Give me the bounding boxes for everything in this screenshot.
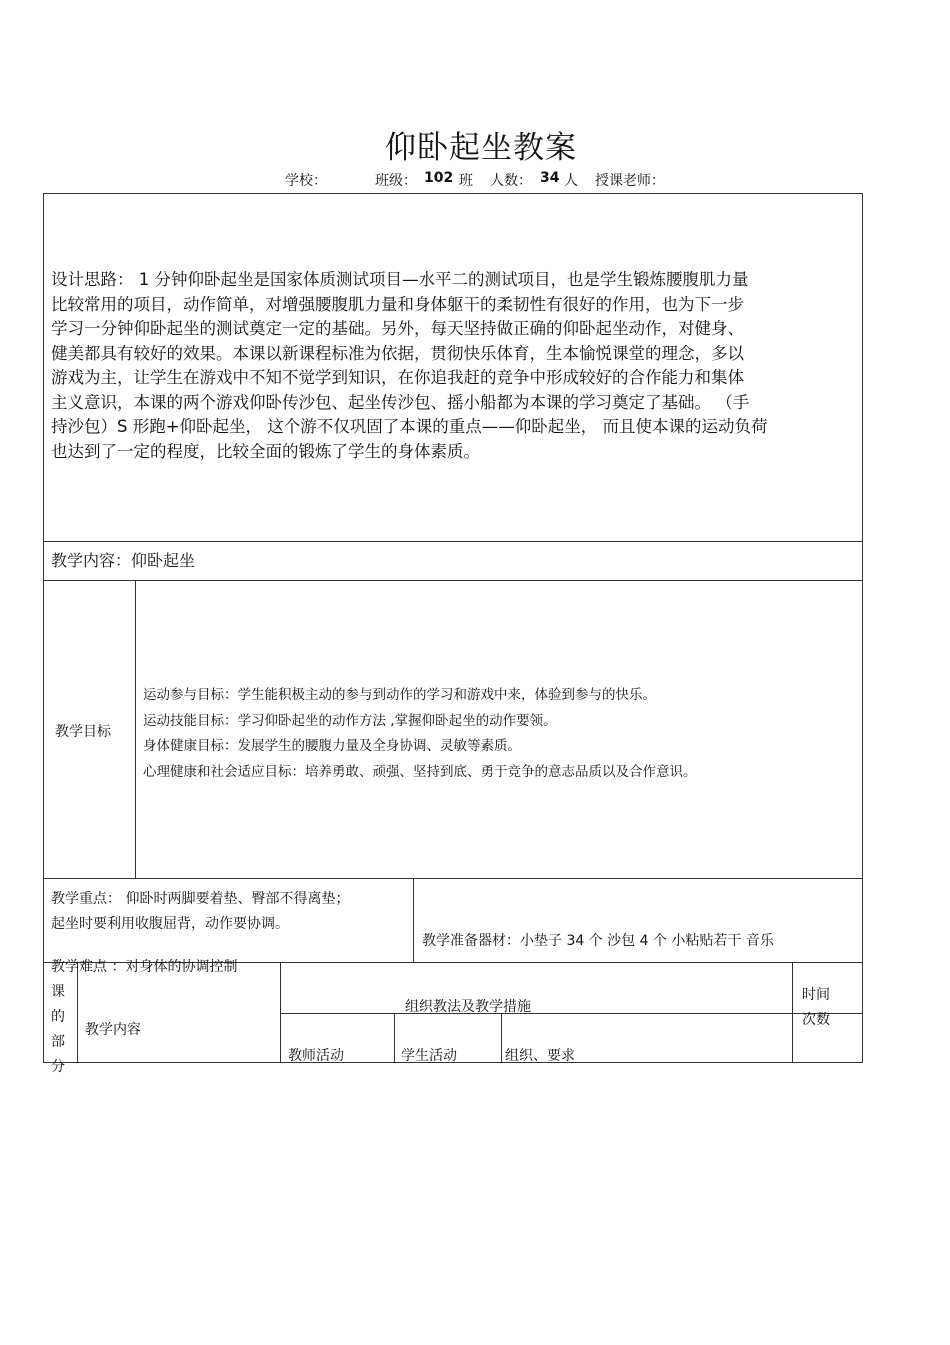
count-unit: 人 bbox=[564, 173, 578, 189]
goals-list bbox=[143, 683, 697, 785]
design-thinking bbox=[51, 268, 851, 464]
time-header: 时间 bbox=[802, 987, 830, 1003]
school-label: 学校： bbox=[285, 173, 327, 189]
count-value bbox=[540, 170, 559, 186]
goal-item: 心理健康和社会适应目标：培养勇敢、顽强、坚持到底、勇于竞争的意志品质以及合作意识。 bbox=[143, 763, 697, 780]
divider bbox=[413, 878, 414, 962]
teacher-label: 授课老师： bbox=[595, 173, 665, 189]
teacher-activity-header: 教师活动 bbox=[288, 1048, 344, 1064]
class-value bbox=[424, 170, 453, 186]
design-line: 游戏为主，让学生在游戏中不知不觉学到知识，在你追我赶的竞争中形成较好的合作能力和集体 bbox=[51, 368, 744, 387]
design-line: 主义意识，本课的两个游戏仰卧传沙包、起坐传沙包、摇小船都为本课的学习奠定了基础。 （手 bbox=[51, 392, 750, 412]
part-char: 分 bbox=[51, 1059, 65, 1075]
design-line: 健美都具有较好的效果。本课以新课程标准为依据，贯彻快乐体育，生本愉悦课堂的理念，多以 bbox=[51, 343, 744, 363]
key-points-line2: 起坐时要利用收腹屈背，动作要协调。 bbox=[51, 916, 289, 932]
class-label: 班级： bbox=[375, 173, 417, 189]
divider bbox=[135, 580, 136, 878]
goals-label: 教学目标 bbox=[55, 724, 111, 740]
methods-header: 组织教法及教学措施 bbox=[405, 999, 531, 1015]
design-line: 持沙包）S 形跑+仰卧起坐， 这个游不仅巩固了本课的重点——仰卧起坐， 而且使本课的运动负荷 bbox=[51, 417, 768, 436]
goal-item: 身体健康目标：发展学生的腰腹力量及全身协调、灵敏等素质。 bbox=[143, 738, 521, 754]
design-line: 设计思路： 1 分钟仰卧起坐是国家体质测试项目—水平二的测试项目，也是学生锻炼腰腹肌力量 bbox=[51, 270, 749, 289]
class-number: 102 bbox=[424, 170, 454, 186]
goal-item: 运动参与目标：学生能积极主动的参与到动作的学习和游戏中来，体验到参与的快乐。 bbox=[143, 687, 656, 703]
count-number: 34 bbox=[540, 170, 560, 186]
part-char: 课 bbox=[51, 984, 65, 1000]
page-title: 仰卧起坐教案 bbox=[385, 130, 577, 166]
content-header: 教学内容 bbox=[85, 1022, 141, 1038]
design-line: 比较常用的项目，动作简单，对增强腰腹肌力量和身体躯干的柔韧性有很好的作用，也为下一步 bbox=[51, 294, 744, 314]
student-activity-header: 学生活动 bbox=[401, 1048, 457, 1064]
divider bbox=[280, 962, 281, 1062]
part-header bbox=[51, 980, 71, 1080]
part-char: 部 bbox=[51, 1034, 65, 1050]
part-char: 的 bbox=[51, 1009, 65, 1025]
count-label: 人数： bbox=[490, 173, 532, 189]
divider bbox=[43, 541, 863, 542]
divider bbox=[43, 878, 863, 879]
divider bbox=[280, 1013, 863, 1014]
key-points-line1: 教学重点： 仰卧时两脚要着垫、臀部不得离垫； bbox=[51, 891, 350, 907]
class-unit: 班 bbox=[459, 173, 473, 189]
design-line: 学习一分钟仰卧起坐的测试奠定一定的基础。另外，每天坚持做正确的仰卧起坐动作，对健身、 bbox=[51, 319, 744, 338]
divider bbox=[43, 580, 863, 581]
divider bbox=[792, 962, 793, 1062]
equipment: 教学准备器材：小垫子 34 个 沙包 4 个 小粘贴若干 音乐 bbox=[422, 933, 774, 949]
count-header: 次数 bbox=[802, 1012, 830, 1028]
divider bbox=[501, 1013, 502, 1062]
difficulty: 教学难点 ：对身体的协调控制 bbox=[51, 959, 238, 975]
goal-item: 运动技能目标：学习仰卧起坐的动作方法 ,掌握仰卧起坐的动作要领。 bbox=[143, 712, 557, 729]
teaching-content: 教学内容：仰卧起坐 bbox=[51, 551, 196, 570]
design-line: 也达到了一定的程度，比较全面的锻炼了学生的身体素质。 bbox=[51, 441, 480, 461]
divider bbox=[394, 1013, 395, 1062]
organization-header: 组织、要求 bbox=[505, 1048, 575, 1064]
divider bbox=[77, 962, 78, 1062]
